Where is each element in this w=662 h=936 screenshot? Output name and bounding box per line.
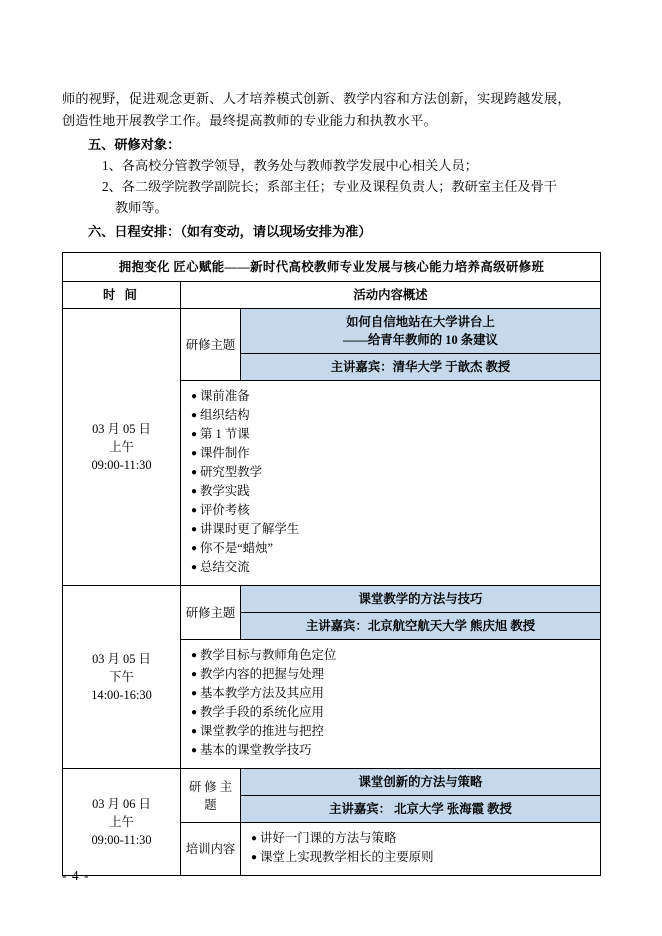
row-2-datetime <box>63 586 181 769</box>
row-2-period: 下午 <box>109 670 134 684</box>
list-item: ● 总结交流 <box>191 558 594 577</box>
row-2-bullets <box>181 640 601 769</box>
list-item: ● 教学实践 <box>191 482 594 501</box>
schedule-title: 拥抱变化 匠心赋能——新时代高校教师专业发展与核心能力培养高级研修班 <box>63 253 601 282</box>
section-5-item-2-continued: 教师等。 <box>115 200 168 215</box>
header-content: 活动内容概述 <box>181 282 601 309</box>
paragraph-line-2: 创造性地开展教学工作。最终提高教师的专业能力和执教水平。 <box>62 113 437 128</box>
schedule-table <box>62 252 601 876</box>
list-item: ● 教学内容的把握与处理 <box>191 665 594 684</box>
row-2-theme-label: 研修主题 <box>181 586 241 640</box>
list-item: ● 课堂上实现教学相长的主要原则 <box>251 848 594 867</box>
row-2-date: 03 月 05 日 <box>92 652 151 666</box>
list-item: ● 组织结构 <box>191 406 594 425</box>
row-2-theme-text <box>241 586 601 613</box>
list-item: ● 你不是“蜡烛” <box>191 539 594 558</box>
row-3-bullets <box>241 823 601 876</box>
row-1-time: 09:00-11:30 <box>91 458 152 472</box>
row-3-guest: 主讲嘉宾： 北京大学 张海霞 教授 <box>241 796 601 823</box>
list-item: ● 教学目标与教师角色定位 <box>191 646 594 665</box>
row-1-period: 上午 <box>109 440 134 454</box>
list-item: ● 讲课时更了解学生 <box>191 520 594 539</box>
row-2-time: 14:00-16:30 <box>91 688 152 702</box>
row-3-content-label: 培训内容 <box>181 823 241 876</box>
row-1-theme-line-1: 如何自信地站在大学讲台上 <box>346 315 495 329</box>
row-1-theme-text <box>241 309 601 354</box>
list-item: ● 基本教学方法及其应用 <box>191 684 594 703</box>
section-5-item-2: 2、各二级学院教学副院长；系部主任；专业及课程负责人；教研室主任及骨干 <box>102 179 557 194</box>
section-5-item-1: 1、各高校分管教学领导，教务处与教师教学发展中心相关人员； <box>102 158 478 173</box>
table-header-row <box>63 282 601 309</box>
row-3-period: 上午 <box>109 815 134 829</box>
row-1-theme-label: 研修主题 <box>181 309 241 381</box>
list-item: ● 教学手段的系统化应用 <box>191 703 594 722</box>
table-title-row <box>63 253 601 282</box>
row-3-time: 09:00-11:30 <box>91 833 152 847</box>
table-row <box>63 309 601 354</box>
list-item: ● 研究型教学 <box>191 463 594 482</box>
list-item: ● 课前准备 <box>191 387 594 406</box>
list-item: ● 第 1 节课 <box>191 425 594 444</box>
section-6-title: 六、日程安排：（如有变动，请以现场安排为准） <box>88 224 372 239</box>
list-item: ● 讲好一门课的方法与策略 <box>251 829 594 848</box>
paragraph-line-1: 师的视野，促进观念更新、人才培养模式创新、教学内容和方法创新，实现跨越发展， <box>62 91 571 106</box>
list-item: ● 课堂教学的推进与把控 <box>191 722 594 741</box>
row-3-theme-label: 研 修 主题 <box>181 769 241 823</box>
table-row <box>63 586 601 613</box>
row-1-date: 03 月 05 日 <box>92 422 151 436</box>
list-item: ● 基本的课堂教学技巧 <box>191 741 594 760</box>
row-1-guest: 主讲嘉宾：清华大学 于歆杰 教授 <box>241 354 601 381</box>
row-2-theme-line-1: 课堂教学的方法与技巧 <box>358 592 483 606</box>
list-item: ● 评价考核 <box>191 501 594 520</box>
page-number: - 4 - <box>62 868 90 883</box>
row-3-theme-line-1: 课堂创新的方法与策略 <box>358 775 483 789</box>
header-time: 时 间 <box>63 282 181 309</box>
row-2-guest: 主讲嘉宾：北京航空航天大学 熊庆旭 教授 <box>241 613 601 640</box>
row-3-datetime <box>63 769 181 876</box>
row-3-date: 03 月 06 日 <box>92 797 151 811</box>
table-row <box>63 769 601 796</box>
row-1-datetime <box>63 309 181 586</box>
row-1-theme-line-2: ——给青年教师的 10 条建议 <box>343 333 498 347</box>
row-1-bullets <box>181 381 601 586</box>
section-5-title: 五、研修对象： <box>88 137 181 152</box>
list-item: ● 课件制作 <box>191 444 594 463</box>
row-3-theme-text <box>241 769 601 796</box>
